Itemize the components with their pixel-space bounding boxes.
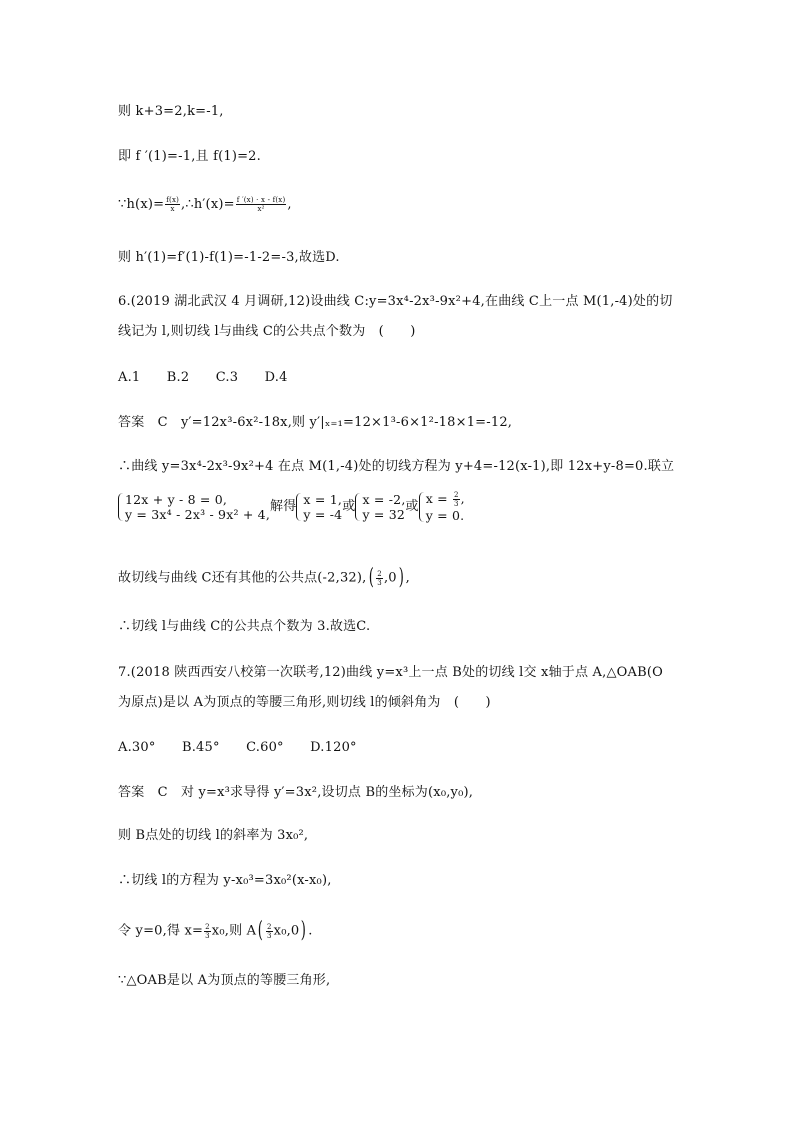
solution-1 (296, 492, 342, 522)
text-segment: ,∴h′(x)= (181, 197, 235, 212)
text-line-with-fractions (118, 196, 292, 214)
solution-2 (355, 492, 405, 522)
answer-6-line-4 (118, 567, 410, 589)
denominator: 3 (267, 931, 272, 940)
answer-6-line-5: ∴切线 l与曲线 C的公共点个数为 3.故选C. (118, 619, 371, 634)
answer-6-line-2: ∴曲线 y=3x⁴-2x³-9x²+4 在点 M(1,-4)处的切线方程为 y+4=-12(x-1),即 12x+y-8=0.联立 (118, 459, 675, 474)
right-paren: ) (301, 918, 307, 943)
numerator: f(x) (166, 196, 180, 204)
text-segment: ,0 (383, 570, 397, 586)
denominator: x² (257, 205, 265, 213)
answer-7-line-5: ∵△OAB是以 A为顶点的等腰三角形, (118, 973, 331, 988)
fraction (204, 923, 211, 940)
solution-x: x = 1, (303, 491, 343, 507)
numerator: 2 (267, 922, 272, 931)
left-brace (419, 492, 425, 522)
answer-7-line-1: 答案 C 对 y=x³求导得 y′=3x²,设切点 B的坐标为(x₀,y₀), (118, 785, 474, 800)
fraction (266, 923, 273, 940)
text-segment: , (460, 490, 465, 506)
answer-7-line-4 (118, 920, 313, 942)
left-brace (296, 493, 302, 521)
fraction (165, 196, 180, 213)
equation: 12x + y - 8 = 0, (125, 491, 228, 507)
equation-system (118, 492, 270, 522)
text-segment: x₀,0 (273, 923, 300, 939)
fraction (236, 196, 287, 213)
text-segment: , (405, 570, 410, 586)
answer-7-line-3: ∴切线 l的方程为 y-x₀³=3x₀²(x-x₀), (118, 873, 332, 888)
left-brace (118, 493, 124, 521)
left-paren: ( (368, 565, 374, 590)
equation-system-line (118, 490, 465, 524)
solution-y: y = 0. (425, 507, 465, 523)
question-7-line-1: 7.(2018 陕西西安八校第一次联考,12)曲线 y=x³上一点 B处的切线 l交 x轴于点 A,△OAB(O (118, 665, 663, 680)
question-6-options: A.1 B.2 C.3 D.4 (118, 370, 288, 385)
solution-y: y = -4 (303, 506, 343, 522)
answer-6-line-1: 答案 C y′=12x³-6x²-18x,则 y′|ₓ₌₁=12×1³-6×1²-18×1=-12, (118, 415, 513, 430)
denominator: 3 (377, 578, 382, 587)
text-segment: , (287, 197, 292, 212)
numerator: f ′(x) · x - f(x) (236, 196, 286, 204)
text-line: 则 h′(1)=f′(1)-f(1)=-1-2=-3,故选D. (118, 250, 340, 265)
equation: y = 3x⁴ - 2x³ - 9x² + 4, (125, 506, 271, 522)
answer-7-line-2: 则 B点处的切线 l的斜率为 3x₀², (118, 828, 309, 843)
question-7-line-2: 为原点)是以 A为顶点的等腰三角形,则切线 l的倾斜角为 ( ) (118, 695, 491, 710)
solution-x (426, 491, 465, 508)
question-6-line-1: 6.(2019 湖北武汉 4 月调研,12)设曲线 C:y=3x⁴-2x³-9x²+4,在曲线 C上一点 M(1,-4)处的切 (118, 294, 673, 309)
text-segment: x = (425, 490, 452, 506)
right-paren: ) (398, 565, 404, 590)
text-segment: 解得 (270, 499, 297, 514)
left-brace (355, 493, 361, 521)
fraction (453, 491, 460, 508)
numerator: 2 (377, 569, 382, 578)
text-segment: . (308, 923, 313, 939)
solution-y: y = 32 (362, 506, 406, 522)
text-segment: 或 (342, 499, 356, 514)
question-7-options: A.30° B.45° C.60° D.120° (118, 740, 357, 755)
text-segment: 或 (405, 499, 419, 514)
denominator: 3 (205, 931, 210, 940)
text-line: 则 k+3=2,k=-1, (118, 104, 224, 119)
denominator: x (170, 205, 175, 213)
solution-x: x = -2, (362, 491, 406, 507)
text-line: 即 f ′(1)=-1,且 f(1)=2. (118, 149, 261, 164)
fraction (376, 570, 383, 587)
text-segment: 令 y=0,得 x= (118, 923, 204, 939)
left-paren: ( (257, 918, 264, 943)
numerator: 2 (454, 490, 459, 499)
numerator: 2 (205, 922, 210, 931)
question-6-line-2: 线记为 l,则切线 l与曲线 C的公共点个数为 ( ) (118, 324, 416, 339)
denominator: 3 (454, 499, 459, 508)
solution-3 (419, 491, 465, 523)
text-segment: x₀,则 A (211, 923, 257, 939)
text-segment: 故切线与曲线 C还有其他的公共点(-2,32), (118, 570, 367, 586)
text-segment: ∵h(x)= (118, 197, 165, 212)
